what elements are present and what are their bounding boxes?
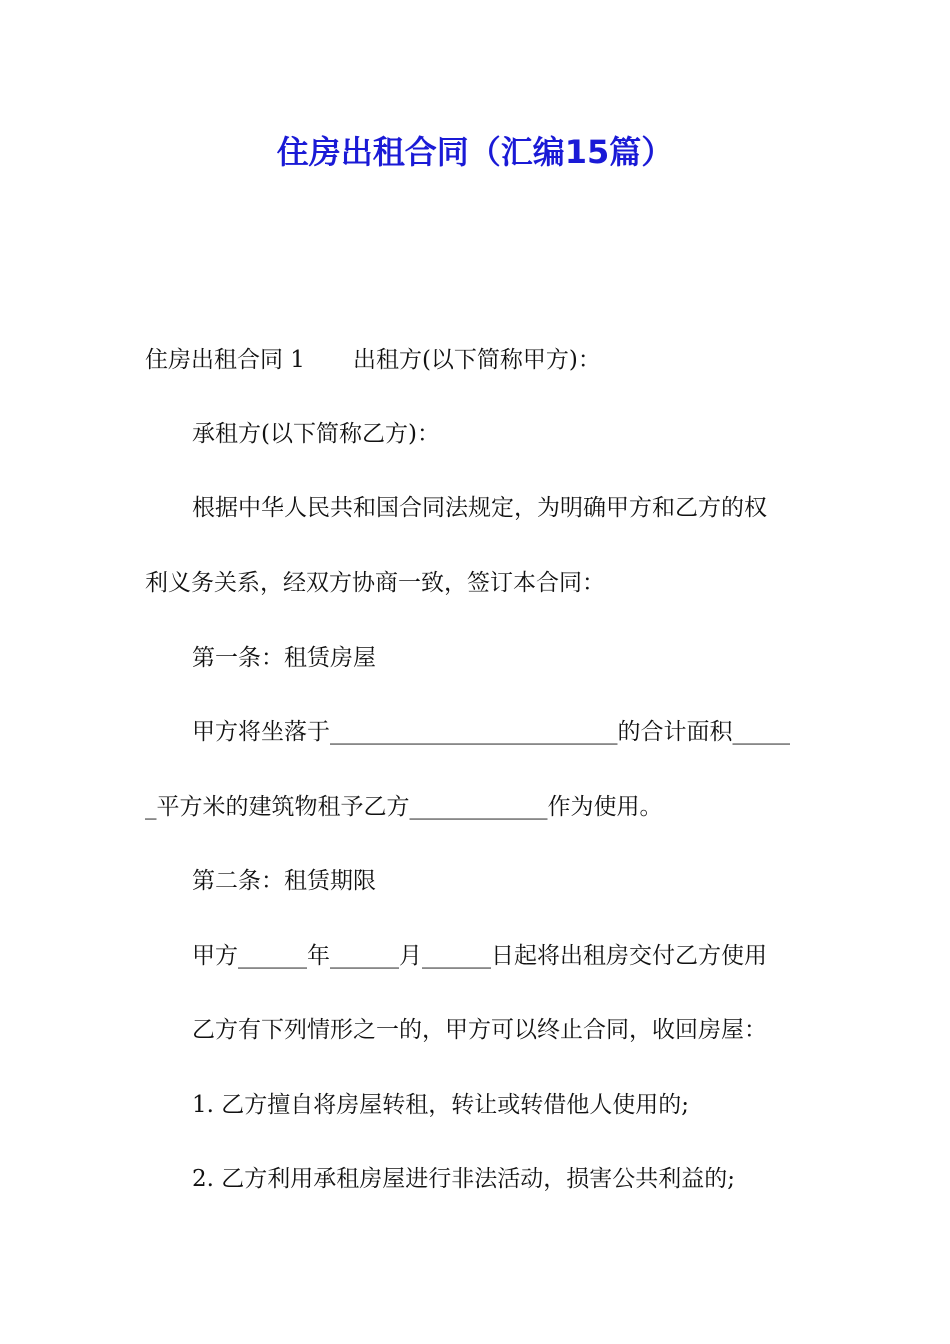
article-1-text-line-2: _平方米的建筑物租予乙方____________作为使用。 [145,794,663,820]
paragraph-heading-contract-1 [145,344,815,376]
lessor-label: 出租方(以下简称甲方)： [352,347,601,373]
paragraph-basis-line-1: 根据中华人民共和国合同法规定，为明确甲方和乙方的权 [192,495,767,521]
article-2-heading: 第二条：租赁期限 [192,868,376,894]
lessee-label: 承租方(以下简称乙方)： [192,421,440,447]
paragraph-basis-line-2: 利义务关系，经双方协商一致，签订本合同： [145,570,605,596]
article-1-text-line-1: 甲方将坐落于_________________________的合计面积_____ [192,719,790,745]
termination-item-1: 1. 乙方擅自将房屋转租，转让或转借他人使用的; [192,1092,690,1118]
article-1-heading: 第一条：租赁房屋 [192,645,376,671]
termination-item-2: 2. 乙方利用承租房屋进行非法活动，损害公共利益的; [192,1166,736,1192]
article-2-text: 甲方______年______月______日起将出租房交付乙方使用 [192,943,767,969]
contract-number-label: 住房出租合同 1 [145,347,305,373]
document-title: 住房出租合同（汇编15篇） [276,133,674,171]
termination-clause-intro: 乙方有下列情形之一的，甲方可以终止合同，收回房屋： [192,1017,767,1043]
